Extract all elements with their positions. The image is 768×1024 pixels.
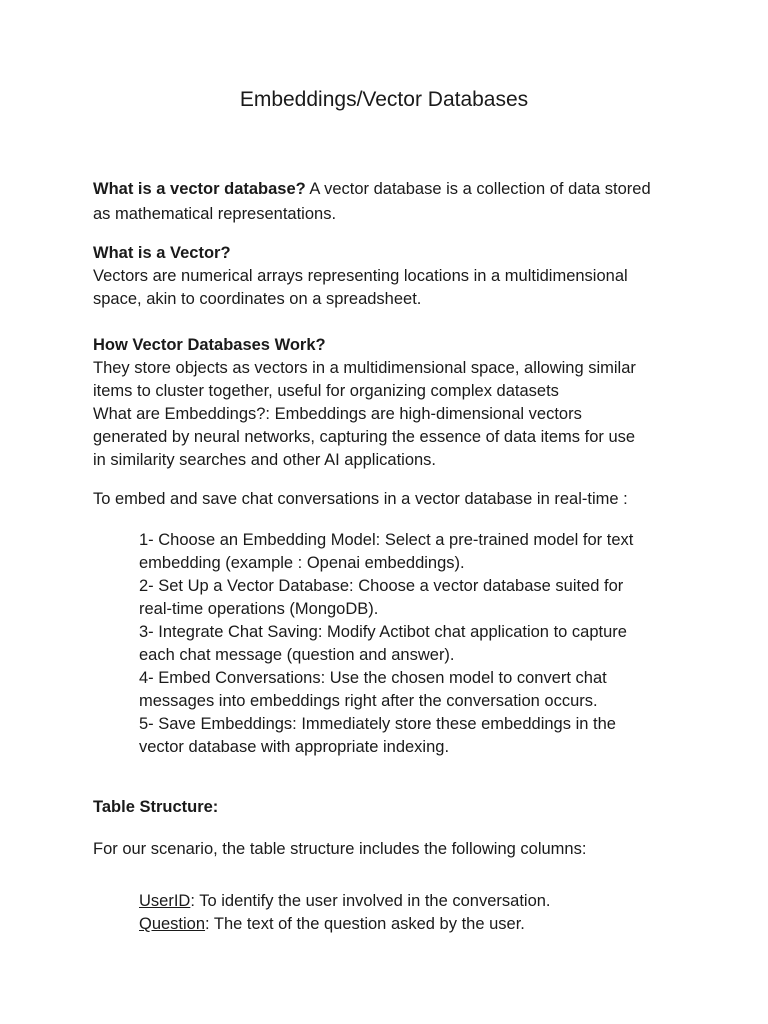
vector-database-answer-line2: as mathematical representations. bbox=[93, 205, 337, 223]
step-line: vector database with appropriate indexing. bbox=[139, 738, 450, 756]
step-line: messages into embeddings right after the conversation occurs. bbox=[139, 692, 598, 710]
column-description: : The text of the question asked by the user. bbox=[205, 915, 525, 933]
how-it-works-section bbox=[93, 334, 683, 472]
vector-definition bbox=[93, 242, 683, 311]
vector-text-line1: Vectors are numerical arrays representing locations in a multidimensional bbox=[93, 267, 628, 285]
column-item bbox=[139, 890, 699, 913]
table-structure-heading: Table Structure: bbox=[93, 798, 219, 816]
table-structure-intro: For our scenario, the table structure includes the following columns: bbox=[93, 840, 587, 858]
step-line: 1- Choose an Embedding Model: Select a pre-trained model for text bbox=[139, 531, 634, 549]
steps-list bbox=[139, 529, 699, 759]
how-it-works-line2: items to cluster together, useful for organizing complex datasets bbox=[93, 382, 559, 400]
step-line: each chat message (question and answer). bbox=[139, 646, 455, 664]
column-name: UserID bbox=[139, 892, 191, 910]
vector-database-question: What is a vector database? bbox=[93, 180, 306, 198]
vector-text-line2: space, akin to coordinates on a spreadsheet. bbox=[93, 290, 422, 308]
step-line: 2- Set Up a Vector Database: Choose a vector database suited for bbox=[139, 577, 624, 595]
vector-database-definition bbox=[93, 178, 683, 226]
columns-list bbox=[139, 890, 699, 936]
step-line: 4- Embed Conversations: Use the chosen model to convert chat bbox=[139, 669, 607, 687]
steps-intro: To embed and save chat conversations in a vector database in real-time : bbox=[93, 490, 628, 508]
step-line: 3- Integrate Chat Saving: Modify Actibot chat application to capture bbox=[139, 623, 627, 641]
document-title: Embeddings/Vector Databases bbox=[239, 88, 529, 111]
embeddings-line1: What are Embeddings?: Embeddings are high-dimensional vectors bbox=[93, 405, 582, 423]
how-it-works-line1: They store objects as vectors in a multidimensional space, allowing similar bbox=[93, 359, 636, 377]
embeddings-line2: generated by neural networks, capturing the essence of data items for use bbox=[93, 428, 636, 446]
column-name: Question bbox=[139, 915, 206, 933]
embeddings-line3: in similarity searches and other AI applications. bbox=[93, 451, 437, 469]
step-line: real-time operations (MongoDB). bbox=[139, 600, 379, 618]
column-description: : To identify the user involved in the conversation. bbox=[190, 892, 551, 910]
vector-heading: What is a Vector? bbox=[93, 244, 231, 262]
column-item bbox=[139, 913, 699, 936]
step-line: embedding (example : Openai embeddings). bbox=[139, 554, 465, 572]
vector-database-answer-line1: A vector database is a collection of data stored bbox=[305, 180, 651, 198]
how-it-works-heading: How Vector Databases Work? bbox=[93, 336, 326, 354]
step-line: 5- Save Embeddings: Immediately store these embeddings in the bbox=[139, 715, 616, 733]
